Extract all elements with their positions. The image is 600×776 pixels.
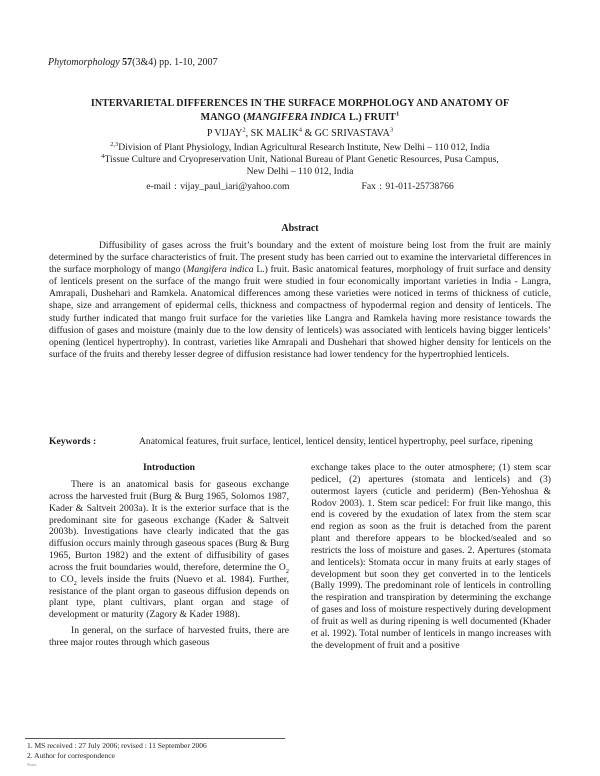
- footnote-1: 1. MS received : 27 July 2006; revised : 11 September 2006: [27, 741, 207, 750]
- affiliation-2-cont: New Delhi – 110 012, India: [246, 166, 354, 178]
- abstract-species: Mangifera indica: [186, 264, 254, 276]
- intro-p1-c: levels inside the fruits (Nuevo et al. 1984). Further, resistance of the plant organ to gaseous diffusion depends on plant type, plant cultivars, plant organ and stage of development or maturity (Zagory & Kader 1988).: [49, 573, 289, 621]
- intro-paragraph-3: exchange takes place to the outer atmosphere; (1) stem scar pedicel, (2) apertures (stomata and lenticels) and (3) outermost layers (cuticle and periderm) (Ben-Yehoshua & Rodov 2003). 1. Stem scar pedicel: For fruit like mango, this end is covered by the exudation of latex from the stem scar end region as soon as the fruit is detached from the parent plant and therefore appears to be blocked/sealed and so restricts the loss of moisture and gases. 2. Apertures (stomata and lenticels): Stomata occur in many fruits at early stages of development but soon they get converted in to the lenticels (Bally 1999). The predominant role of lenticels in controlling the respiration and transpiration by determining the exchange of gases and loss of moisture respectively during development of fruit as well as during ripening is well documented (Khader et al. 1992). Total number of lenticels in mango increases with the development of fruit and a positive: [311, 462, 551, 651]
- footnote-2: 2. Author for correspondence: [27, 750, 115, 760]
- author-1: P VIJAY: [206, 128, 243, 139]
- co2-subscript: 2: [73, 579, 77, 587]
- title-species: MANGIFERA INDICA: [246, 112, 347, 123]
- footnote-divider: [25, 738, 285, 739]
- author-3: & GC SRIVASTAVA: [301, 128, 390, 139]
- author-1-mark: 2: [242, 126, 246, 134]
- footnotes: [27, 741, 207, 760]
- author-2-mark: 4: [298, 126, 302, 134]
- author-3-mark: 3: [389, 126, 394, 134]
- author-list: [40, 128, 560, 139]
- affiliation-1-text: Division of Plant Physiology, Indian Agricultural Research Institute, New Delhi – 110 012, India: [118, 142, 490, 153]
- keywords-text: Anatomical features, fruit surface, lenticel, lenticel density, lenticel hypertrophy, peel surface, ripening: [139, 436, 533, 447]
- journal-pages: pp. 1-10, 2007: [159, 57, 218, 68]
- title-text-end: L.) FRUIT: [346, 112, 396, 123]
- intro-p1-b: to CO: [49, 573, 74, 585]
- affiliation-2-text: Tissue Culture and Cryopreservation Unit, National Bureau of Plant Genetic Resources, Pusa Campus,: [104, 154, 499, 166]
- intro-paragraph-1: [49, 479, 289, 621]
- title-footnote-mark: 1: [395, 110, 400, 118]
- right-column: [311, 462, 551, 652]
- email-address[interactable]: e-mail : vijay_paul_iari@yahoo.com: [146, 181, 290, 192]
- abstract-body: [49, 240, 551, 361]
- intro-paragraph-2: In general, on the surface of harvested fruits, there are three major routes through which gaseous: [49, 625, 289, 648]
- title-line-2: [40, 111, 560, 125]
- keywords-label: Keywords :: [49, 436, 97, 447]
- affiliation-1-mark: 2,3: [110, 140, 119, 148]
- abstract-heading: Abstract: [281, 223, 319, 234]
- fax-number: Fax : 91-011-25738766: [361, 181, 454, 192]
- contact-line: [40, 181, 560, 192]
- abstract-text-2: L.) fruit. Basic anatomical features, morphology of fruit surface and density of lenticels present on the surface of the mango fruit were studied in four economically important varieties in India - Langra, Amrapali, Dushehari and Ramkela. Anatomical differences among these varieties were noticed in terms of thickness of cuticle, shape, size and arrangement of epidermal cells, thickness and compactness of hypodermal region and density of lenticels. The study further indicated that mango fruit surface for the varieties like Langra and Ramkela having more resistance towards the diffusion of gases and moisture (mainly due to the low density of lenticels) was associated with lenticels having bigger lenticels’ opening (lenticel hypertrophy). In contrast, varieties like Amrapali and Dushehari that showed higher density for lenticels on the surface of the fruits and thereby lesser degree of diffusion resistance had lower tendency for the hypertrophied lenticels.: [49, 264, 551, 360]
- journal-issue: (3&4): [132, 57, 157, 68]
- intro-p1-a: There is an anatomical basis for gaseous exchange across the harvested fruit (Burg & Burg 1965, Solomos 1987, Kader & Saltveit 2003a). It is the exterior surface that is the predominant site for gaseous exchange (Kader & Saltveit 2003b). Investigations have clearly indicated that the gas diffusion occurs mainly through gaseous spaces (Burg & Burg 1965, Burton 1982) and the extent of diffusibility of gases across the fruit boundaries would, therefore, determine the O: [49, 479, 289, 573]
- paper-title: [40, 97, 560, 125]
- title-text: MANGO (: [200, 112, 247, 123]
- journal-volume: 57: [122, 57, 133, 68]
- o2-subscript: 2: [285, 567, 289, 575]
- journal-citation: [48, 57, 217, 68]
- left-column: [49, 479, 289, 649]
- journal-name: Phytomorphology: [48, 57, 120, 68]
- introduction-heading: Introduction: [142, 462, 196, 473]
- footnote-mark: Notes: [27, 762, 37, 767]
- author-2: , SK MALIK: [245, 128, 299, 139]
- keywords-block: [49, 436, 551, 448]
- affiliation-1: [40, 142, 560, 154]
- affiliation-2: [40, 154, 560, 166]
- title-line-1: INTERVARIETAL DIFFERENCES IN THE SURFACE MORPHOLOGY AND ANATOMY OF: [90, 98, 510, 109]
- affiliation-2-mark: 4: [101, 153, 105, 161]
- affiliations: [40, 142, 560, 179]
- abstract-text-1: Diffusibility of gases across the fruit’s boundary and the extent of moisture being lost from the fruit are mainly determined by the surface characteristics of fruit. The present study has been carried out to examine the intervarietal differences in the surface morphology of mango (: [49, 240, 551, 276]
